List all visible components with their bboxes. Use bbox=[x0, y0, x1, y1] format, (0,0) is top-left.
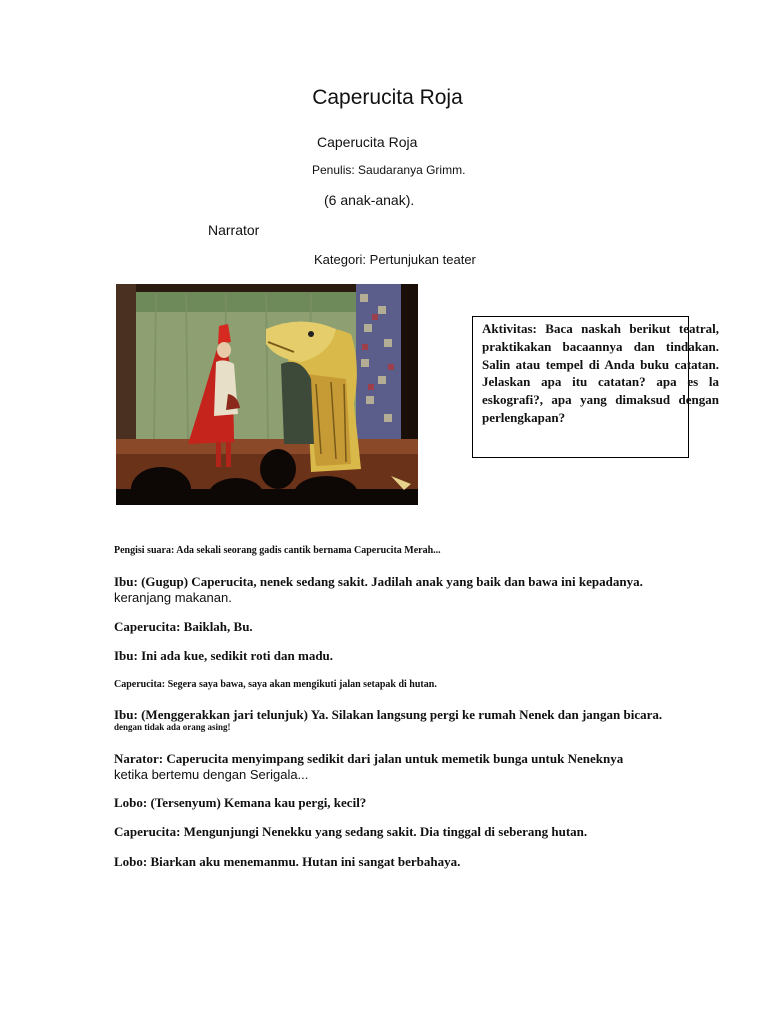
theater-stage-photo bbox=[116, 284, 418, 505]
script-line: Ibu: (Gugup) Caperucita, nenek sedang sakit. Jadilah anak yang baik dan bawa ini kepadanya. bbox=[114, 574, 643, 589]
script-line-continuation: ketika bertemu dengan Serigala... bbox=[114, 767, 309, 782]
category-line: Kategori: Pertunjukan teater bbox=[314, 252, 476, 267]
script-line: Caperucita: Segera saya bawa, saya akan mengikuti jalan setapak di hutan. bbox=[114, 679, 437, 690]
script-line: Lobo: (Tersenyum) Kemana kau pergi, kecil? bbox=[114, 795, 367, 810]
author-line: Penulis: Saudaranya Grimm. bbox=[312, 163, 466, 177]
script-line-continuation: dengan tidak ada orang asing! bbox=[114, 722, 231, 732]
script-line: Narator: Caperucita menyimpang sedikit dari jalan untuk memetik bunga untuk Neneknya bbox=[114, 751, 624, 766]
narrator-label: Narrator bbox=[208, 222, 260, 238]
page-title: Caperucita Roja bbox=[312, 86, 463, 109]
play-subtitle: Caperucita Roja bbox=[317, 134, 418, 150]
cast-count: (6 anak-anak). bbox=[324, 192, 415, 208]
script-line: Caperucita: Baiklah, Bu. bbox=[114, 619, 253, 634]
script-line-continuation: keranjang makanan. bbox=[114, 590, 232, 605]
script-line: Ibu: (Menggerakkan jari telunjuk) Ya. Silakan langsung pergi ke rumah Nenek dan jangan bicara. bbox=[114, 707, 663, 722]
script-line: Lobo: Biarkan aku menemanmu. Hutan ini sangat berbahaya. bbox=[114, 854, 461, 869]
script-line: Pengisi suara: Ada sekali seorang gadis cantik bernama Caperucita Merah... bbox=[114, 545, 441, 556]
script-line: Ibu: Ini ada kue, sedikit roti dan madu. bbox=[114, 648, 334, 663]
script-line: Caperucita: Mengunjungi Nenekku yang sedang sakit. Dia tinggal di seberang hutan. bbox=[114, 824, 588, 839]
activity-instructions: Aktivitas: Baca naskah berikut teatral, praktikakan bacaannya dan tindakan. Salin atau tempel di Anda buku catatan. Jelaskan apa itu catatan? apa es la eskografi?, apa yang dimaksud dengan perlengkapan? bbox=[482, 321, 719, 425]
